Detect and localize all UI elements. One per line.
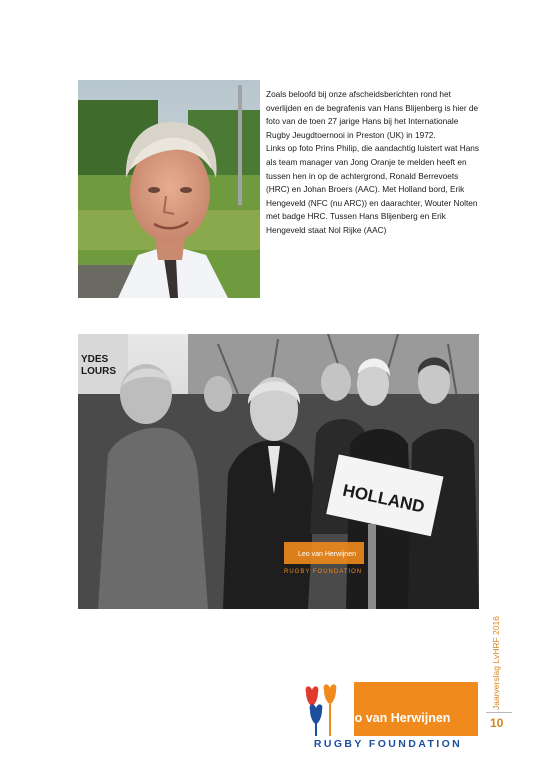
holland-sign: HOLLAND bbox=[341, 480, 427, 517]
page-number: 10 bbox=[490, 716, 504, 730]
sidebar-report-label: Jaarverslag LvHRF 2016 bbox=[491, 615, 501, 710]
logo-banner bbox=[298, 682, 478, 736]
portrait-photo-hans-blijenberg bbox=[78, 80, 260, 298]
intro-text-block bbox=[266, 88, 481, 238]
photo-caption: Links op foto Prins Philip, die aandachtig luistert wat Hans als team manager van Jong Oranje te melden heeft en tussen hen in op de achtergrond, Ronald Berrevoets (HRC) en Johan Broers (AAC). Met Holland bord, Erik Hengeveld (NFC (nu ARC)) en daarachter, Wouter Nolten met badge HRC. Tussen Hans Blijenberg en Erik Hengeveld staat Nol Rijke (AAC) bbox=[266, 143, 480, 235]
logo-name-text: Leo van Herwijnen bbox=[340, 711, 451, 725]
intro-paragraph: Zoals beloofd bij onze afscheidsberichten rond het overlijden en de begrafenis van Hans Blijenberg is hier de foto van de toen 27 jarige Hans bij het Internationale Rugby Jeugdtoernooi in Preston (UK) in 1972. bbox=[266, 89, 479, 140]
page-number-rule bbox=[486, 712, 512, 713]
footer-foundation-logo bbox=[298, 682, 478, 752]
svg-text:LOURS: LOURS bbox=[81, 366, 116, 377]
poster-text: YDES bbox=[81, 354, 109, 365]
logo-subtitle: RUGBY FOUNDATION bbox=[313, 738, 463, 750]
group-photo-prince-philip bbox=[78, 334, 479, 609]
photo-watermark-logo bbox=[284, 542, 364, 575]
svg-text:Leo van Herwijnen: Leo van Herwijnen bbox=[298, 551, 356, 558]
svg-text:RUGBY FOUNDATION: RUGBY FOUNDATION bbox=[284, 569, 363, 575]
